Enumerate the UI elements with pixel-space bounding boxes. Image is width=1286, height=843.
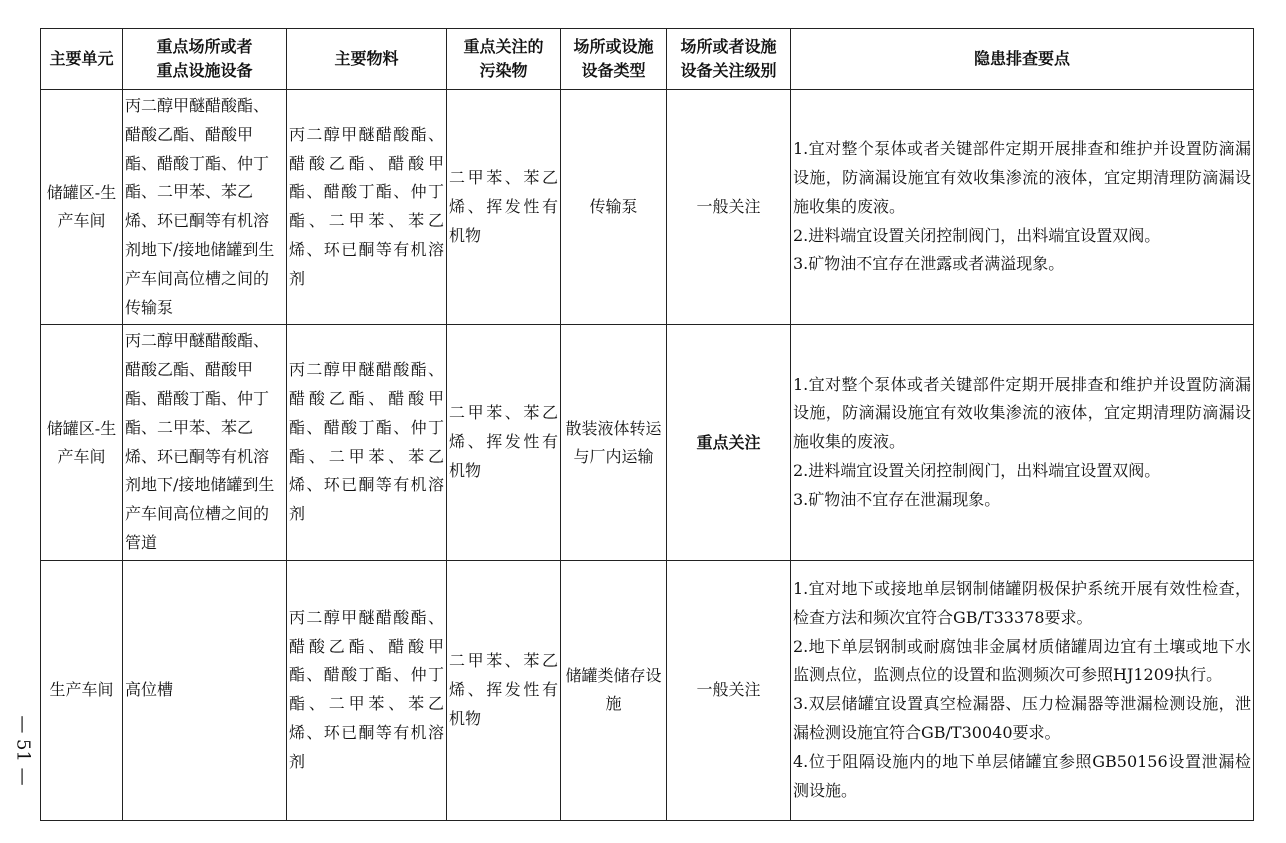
inspection-point: 3.双层储罐宜设置真空检漏器、压力检漏器等泄漏检测设施，泄漏检测设施宜符合GB/T30040要求。 — [793, 694, 1251, 743]
inspection-point: 3.矿物油不宜存在泄漏现象。 — [793, 489, 1001, 509]
inspection-point: 1.宜对整个泵体或者关键部件定期开展排查和维护并设置防滴漏设施，防滴漏设施宜有效收集渗流的液体，宜定期清理防滴漏设施收集的废液。 — [793, 139, 1251, 216]
cell-unit: 储罐区-生产车间 — [41, 90, 123, 325]
cell-type: 散装液体转运与厂内运输 — [561, 325, 667, 560]
cell-materials: 丙二醇甲醚醋酸酯、醋酸乙酯、醋酸甲酯、醋酸丁酯、仲丁酯、二甲苯、苯乙烯、环已酮等有机溶剂 — [287, 560, 447, 820]
header-key-facility: 重点场所或者 重点设施设备 — [123, 29, 287, 90]
header-key-pollutants: 重点关注的 污染物 — [447, 29, 561, 90]
cell-inspection-points — [791, 560, 1254, 820]
header-main-unit: 主要单元 — [41, 29, 123, 90]
inspection-point: 2.地下单层钢制或耐腐蚀非金属材质储罐周边宜有土壤或地下水监测点位，监测点位的设置和监测频次可参照HJ1209执行。 — [793, 636, 1251, 685]
cell-type: 储罐类储存设施 — [561, 560, 667, 820]
inspection-point: 2.进料端宜设置关闭控制阀门，出料端宜设置双阀。 — [793, 225, 1161, 245]
header-inspection-points: 隐患排查要点 — [791, 29, 1254, 90]
cell-type: 传输泵 — [561, 90, 667, 325]
cell-facility: 高位槽 — [123, 560, 287, 820]
cell-materials: 丙二醇甲醚醋酸酯、醋酸乙酯、醋酸甲酯、醋酸丁酯、仲丁酯、二甲苯、苯乙烯、环已酮等有机溶剂 — [287, 325, 447, 560]
cell-unit: 储罐区-生产车间 — [41, 325, 123, 560]
inspection-point: 1.宜对地下或接地单层钢制储罐阴极保护系统开展有效性检查，检查方法和频次宜符合GB/T33378要求。 — [793, 579, 1251, 627]
cell-level: 一般关注 — [667, 90, 791, 325]
inspection-point: 1.宜对整个泵体或者关键部件定期开展排查和维护并设置防滴漏设施，防滴漏设施宜有效收集渗流的液体，宜定期清理防滴漏设施收集的废液。 — [793, 374, 1251, 452]
inspection-point: 3.矿物油不宜存在泄露或者满溢现象。 — [793, 254, 1065, 274]
cell-pollutants: 二甲苯、苯乙烯、挥发性有机物 — [447, 90, 561, 325]
cell-unit: 生产车间 — [41, 560, 123, 820]
header-facility-type: 场所或设施 设备类型 — [561, 29, 667, 90]
cell-inspection-points — [791, 90, 1254, 325]
cell-materials: 丙二醇甲醚醋酸酯、醋酸乙酯、醋酸甲酯、醋酸丁酯、仲丁酯、二甲苯、苯乙烯、环已酮等有机溶剂 — [287, 90, 447, 325]
cell-level: 一般关注 — [667, 560, 791, 820]
header-attention-level: 场所或者设施 设备关注级别 — [667, 29, 791, 90]
table-row — [41, 325, 1254, 560]
cell-facility: 丙二醇甲醚醋酸酯、醋酸乙酯、醋酸甲酯、醋酸丁酯、仲丁酯、二甲苯、苯乙烯、环已酮等有机溶剂地下/接地储罐到生产车间高位槽之间的传输泵 — [123, 90, 287, 325]
table-row — [41, 560, 1254, 820]
cell-pollutants: 二甲苯、苯乙烯、挥发性有机物 — [447, 560, 561, 820]
page-number: — 51 — — [12, 714, 34, 786]
cell-facility: 丙二醇甲醚醋酸酯、醋酸乙酯、醋酸甲酯、醋酸丁酯、仲丁酯、二甲苯、苯乙烯、环已酮等有机溶剂地下/接地储罐到生产车间高位槽之间的管道 — [123, 325, 287, 560]
table-header-row — [41, 29, 1254, 90]
cell-inspection-points — [791, 325, 1254, 560]
hazard-inspection-table — [40, 28, 1254, 821]
cell-level: 重点关注 — [667, 325, 791, 560]
inspection-point: 2.进料端宜设置关闭控制阀门，出料端宜设置双阀。 — [793, 460, 1161, 480]
cell-pollutants: 二甲苯、苯乙烯、挥发性有机物 — [447, 325, 561, 560]
inspection-point: 4.位于阻隔设施内的地下单层储罐宜参照GB50156设置泄漏检测设施。 — [793, 751, 1251, 800]
table-row — [41, 90, 1254, 325]
header-main-materials: 主要物料 — [287, 29, 447, 90]
